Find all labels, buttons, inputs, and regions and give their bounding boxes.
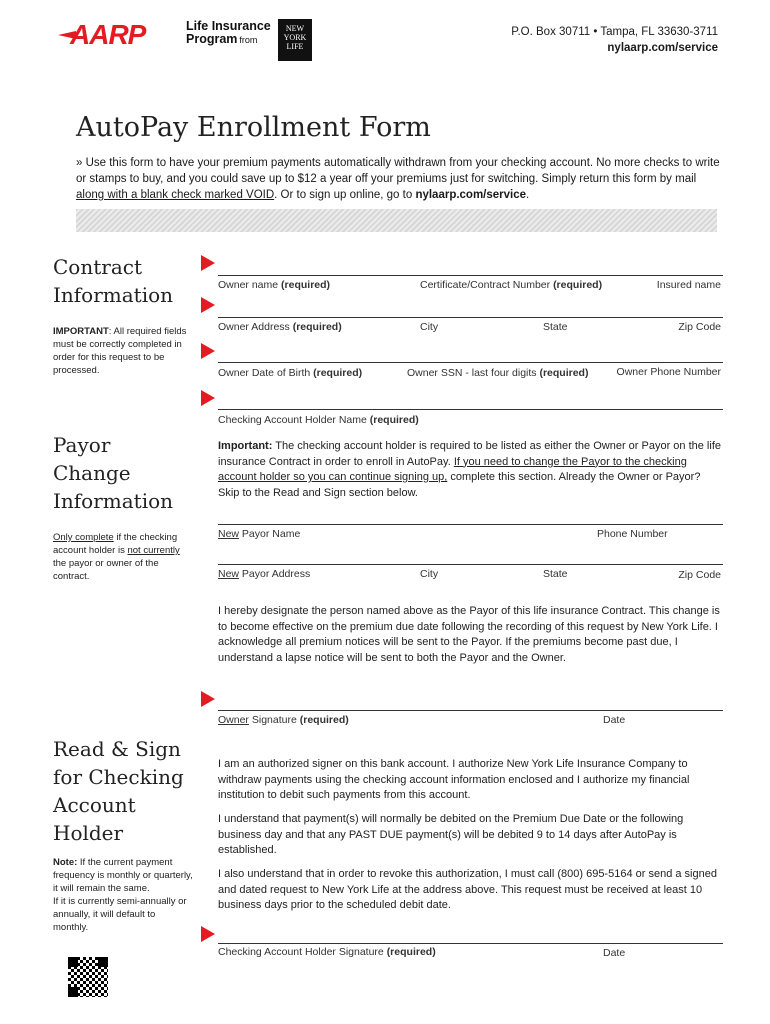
aarp-logo [58,18,170,52]
owner-name-label: Owner name (required) [218,279,331,291]
holder-signature-line[interactable] [218,943,723,944]
contract-heading: Contract Information [53,255,174,307]
revocation-paragraph: I also understand that in order to revoke this authorization, I must call (800) 695-5164 or send a signed and dated request to New York Life at the address above. This request must be received at least 10 business days prior to the scheduled debit date. [218,868,717,911]
arrow-icon [201,691,215,707]
service-link[interactable]: nylaarp.com/service [607,42,718,54]
owner-address-label: Owner Address (required) [218,321,342,333]
intro-text: » Use this form to have your premium payments automatically withdrawn from your checking account. No more checks to write or stamps to buy, and you could save up to $12 a year off your premiums just for switching. Simply return this form by mail along with a blank check marked VOID. Or to sign up online, go to nylaarp.com/service. [76,157,720,201]
gray-divider-bar [76,209,717,232]
arrow-icon [201,255,215,271]
qr-code-icon [68,957,108,997]
owner-signature-line[interactable] [218,710,723,711]
holder-signature-date-label: Date [603,947,626,959]
new-york-life-logo: NEW YORK LIFE [278,19,312,61]
arrow-icon [201,297,215,313]
holder-signature-label: Checking Account Holder Signature (required) [218,946,436,958]
arrow-icon [201,926,215,942]
program-name: Life Insurance Program from [186,19,271,46]
payor-zip-label: Zip Code [678,569,721,581]
signup-link[interactable]: nylaarp.com/service [415,189,527,201]
designation-text: I hereby designate the person named above as the Payor of this life insurance Contract. This change is to become effective on the premium due date following the recording of this request by New York Life. I acknowledge all premium notices will be sent to the Payor. If the premiums become past due, I understand a lapse notice will be sent to both the Payor and the Owner. [218,605,720,664]
arrow-icon [201,343,215,359]
contract-number-label: Certificate/Contract Number (required) [420,279,603,291]
city-label: City [420,321,439,333]
owner-signature-date-label: Date [603,714,626,726]
payor-heading: Payor Change Information [53,433,174,513]
new-payor-name-label: New Payor Name [218,528,301,540]
important-note: IMPORTANT: All required fields must be correctly completed in order for this request to be processed. [53,326,187,376]
owner-row-line[interactable] [218,275,723,276]
debit-timing-paragraph: I understand that payment(s) will normally be debited on the Premium Due Date or the following business day and that any PAST DUE payment(s) will be debited 9 to 14 days after AutoPay is established. [218,813,684,856]
owner-phone-label: Owner Phone Number [616,366,721,378]
payor-phone-label: Phone Number [597,528,668,540]
payor-name-top-line [218,524,723,525]
aarp-wordmark: AARP [70,19,146,50]
payor-city-label: City [420,568,439,580]
read-sign-heading: Read & Sign for Checking Account Holder [53,737,184,845]
payor-note: Only complete if the checking account holder is not currently the payor or owner of the contract. [53,532,180,582]
page-title: AutoPay Enrollment Form [76,112,431,143]
holder-name-label: Checking Account Holder Name (required) [218,414,419,426]
payor-important-text: Important: The checking account holder is required to be listed as either the Owner or Payor on the life insurance Contract in order to enroll in AutoPay. If you need to change the Payor to the checking account holder so you can continue signing up, complete this section. Already the Owner or Payor? Skip to the Read and Sign section below. [218,440,721,499]
dob-label: Owner Date of Birth (required) [218,367,363,379]
address-row-line[interactable] [218,317,723,318]
holder-row-line[interactable] [218,409,723,410]
owner-signature-label: Owner Signature (required) [218,714,349,726]
ssn-label: Owner SSN - last four digits (required) [407,367,589,379]
state-label: State [543,321,568,333]
mailing-address: P.O. Box 30711 • Tampa, FL 33630-3711 nylaarp.com/service [511,26,718,54]
zip-label: Zip Code [678,321,721,333]
payor-address-line[interactable] [218,564,723,565]
insured-name-label: Insured name [656,279,721,291]
payor-state-label: State [543,568,568,580]
arrow-icon [201,390,215,406]
authorization-paragraph: I am an authorized signer on this bank account. I authorize New York Life Insurance Company to withdraw payments using the checking account information enclosed and I authorize my financial institution to debit such payments from this account. [218,758,690,801]
dob-row-line[interactable] [218,362,723,363]
frequency-note: Note: If the current payment frequency is monthly or quarterly, it will remain the same. If it is currently semi-annually or annually, it will default to monthly. [53,857,193,933]
new-payor-address-label: New Payor Address [218,568,311,580]
